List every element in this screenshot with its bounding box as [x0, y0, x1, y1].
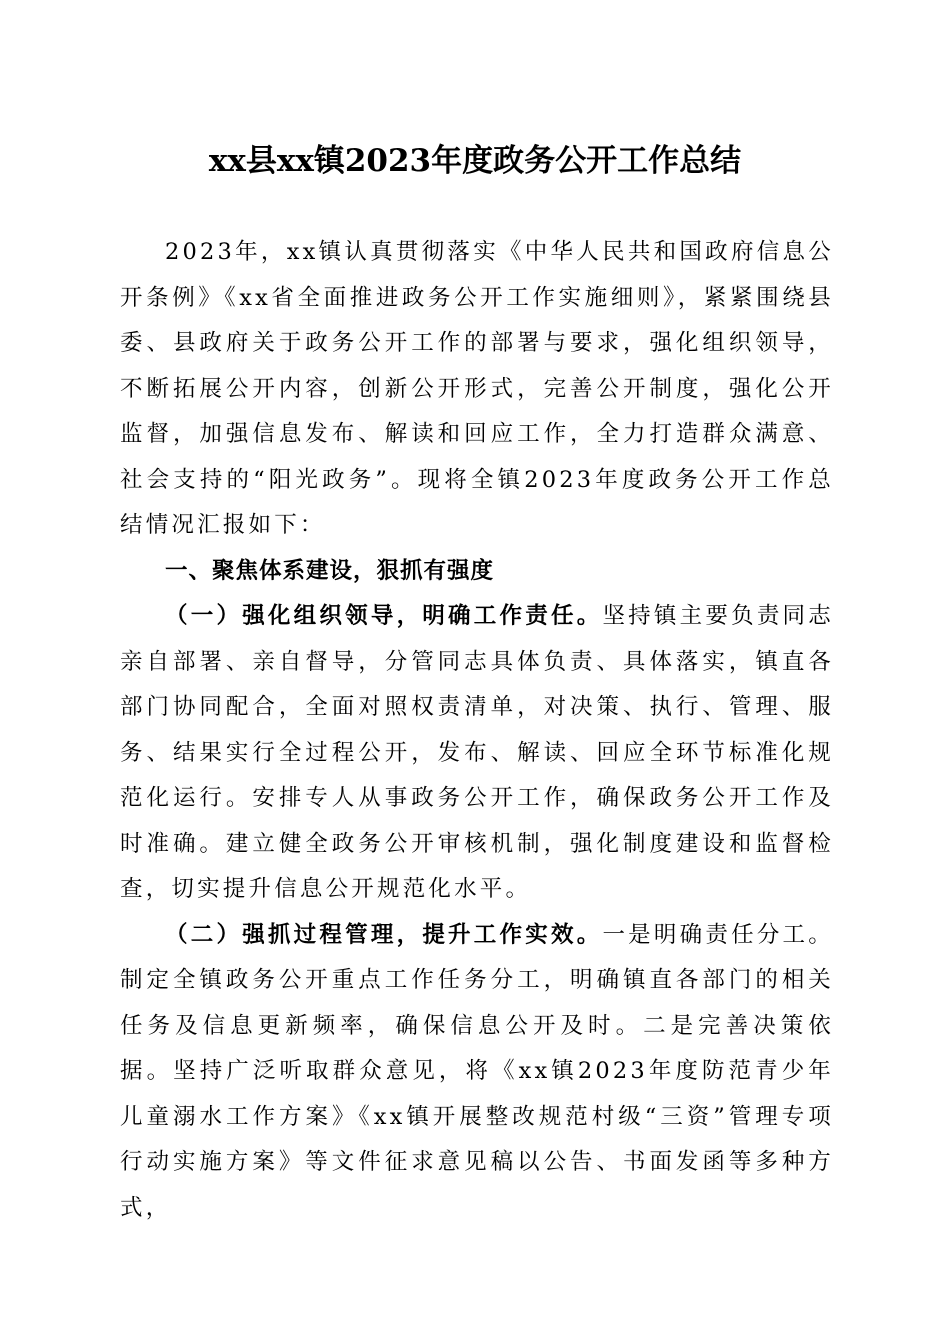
section1-paragraph-1 [120, 594, 834, 913]
section-heading-1: 一、聚焦体系建设，狠抓有强度 [165, 557, 495, 584]
document-body [120, 230, 834, 1231]
section1-paragraph-2 [120, 913, 834, 1232]
document-title: xx县xx镇2023年度政务公开工作总结 [208, 143, 742, 179]
intro-paragraph: 2023年，xx镇认真贯彻落实《中华人民共和国政府信息公开条例》《xx省全面推进政务公开工作实施细则》，紧紧围绕县委、县政府关于政务公开工作的部署与要求，强化组织领导，不断拓展公开内容，创新公开形式，完善公开制度，强化公开监督，加强信息发布、解读和回应工作，全力打造群众满意、社会支持的“阳光政务”。现将全镇2023年度政务公开工作总结情况汇报如下： [120, 239, 834, 538]
paragraph-text-1: 坚持镇主要负责同志亲自部署、亲自督导，分管同志具体负责、具体落实，镇直各部门协同配合，全面对照权责清单，对决策、执行、管理、服务、结果实行全过程公开，发布、解读、回应全环节标准化规范化运行。安排专人从事政务公开工作，确保政务公开工作及时准确。建立健全政务公开审核机制，强化制度建设和监督检查，切实提升信息公开规范化水平。 [120, 603, 834, 902]
paragraph-lead-1: （一）强化组织领导，明确工作责任。 [165, 603, 603, 629]
paragraph-text-2: 一是明确责任分工。制定全镇政务公开重点工作任务分工，明确镇直各部门的相关任务及信息更新频率，确保信息公开及时。二是完善决策依据。坚持广泛听取群众意见，将《xx镇2023年度防范青少年儿童溺水工作方案》《xx镇开展整改规范村级“三资”管理专项行动实施方案》等文件征求意见稿以公告、书面发函等多种方式， [120, 921, 834, 1221]
paragraph-lead-2: （二）强抓过程管理，提升工作实效。 [165, 921, 603, 948]
